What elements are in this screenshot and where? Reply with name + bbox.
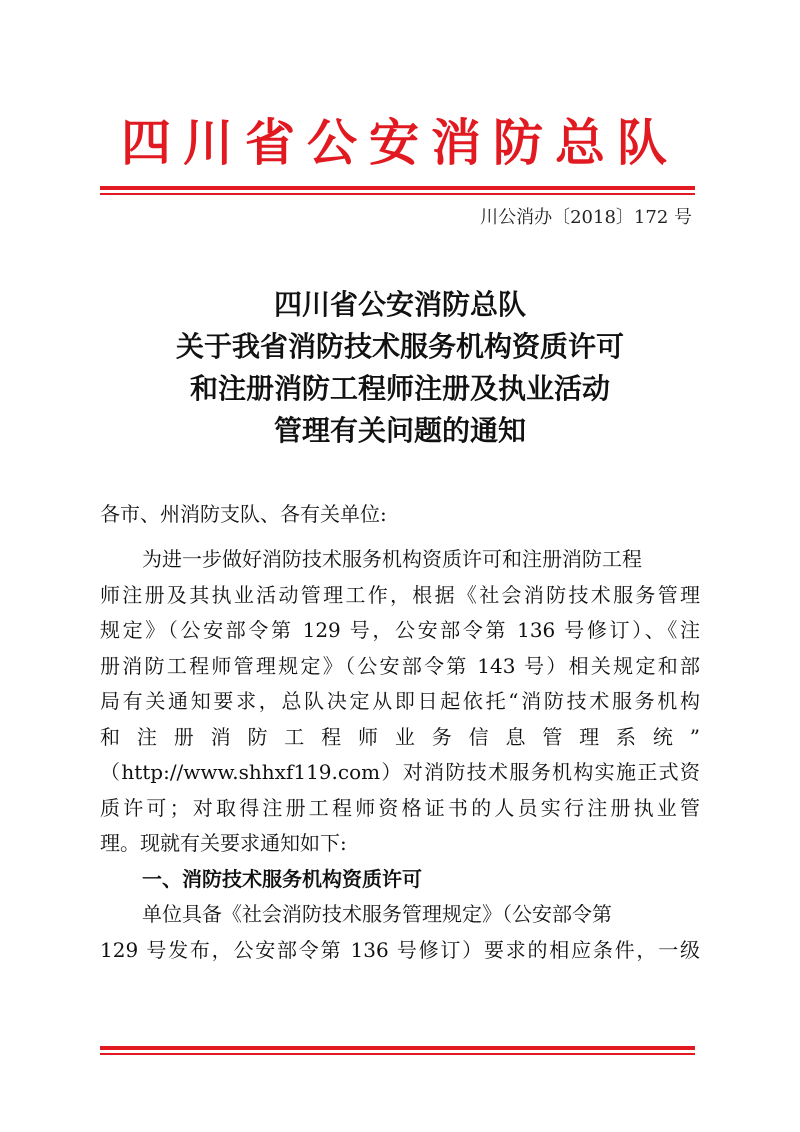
header-red-rule-thick <box>100 186 695 190</box>
footer-red-rule-thick <box>100 1046 695 1050</box>
body-line: 为进一步做好消防技术服务机构资质许可和注册消防工程 <box>142 547 642 571</box>
body-line: 理。现就有关要求通知如下: <box>100 831 347 855</box>
footer-red-rule-thin <box>100 1053 695 1055</box>
body-line: 质许可；对取得注册工程师资格证书的人员实行注册执业管 <box>100 795 700 820</box>
header-red-rule-thin <box>100 193 695 195</box>
section-heading: 一、消防技术服务机构资质许可 <box>142 866 422 891</box>
body-line: 单位具备《社会消防技术服务管理规定》（公安部令第 <box>142 902 612 926</box>
title-line: 管理有关问题的通知 <box>273 414 526 447</box>
document-number: 川公消办〔2018〕172 号 <box>480 207 692 228</box>
title-line: 关于我省消防技术服务机构资质许可 <box>175 330 624 363</box>
body-line: （http://www.shhxf119.com）对消防技术服务机构实施正式资 <box>100 760 700 784</box>
salutation: 各市、州消防支队、各有关单位: <box>100 502 387 526</box>
body-text <box>100 542 700 968</box>
body-line: 局有关通知要求，总队决定从即日起依托“消防技术服务机构 <box>100 689 700 713</box>
body-line: 规定》（公安部令第 129 号，公安部令第 136 号修订）、《注 <box>100 618 700 642</box>
title-line: 和注册消防工程师注册及执业活动 <box>189 372 610 405</box>
title-line: 四川省公安消防总队 <box>273 288 526 321</box>
document-title <box>100 284 700 452</box>
body-line: 师注册及其执业活动管理工作，根据《社会消防技术服务管理 <box>100 582 700 607</box>
organization-header: 四川省公安消防总队 <box>121 113 679 172</box>
body-line: 册消防工程师管理规定》（公安部令第 143 号）相关规定和部 <box>100 653 700 678</box>
body-line: 129 号发布，公安部令第 136 号修订）要求的相应条件，一级 <box>100 937 700 962</box>
body-line: 和注册消防工程师业务信息管理系统” <box>100 724 700 749</box>
